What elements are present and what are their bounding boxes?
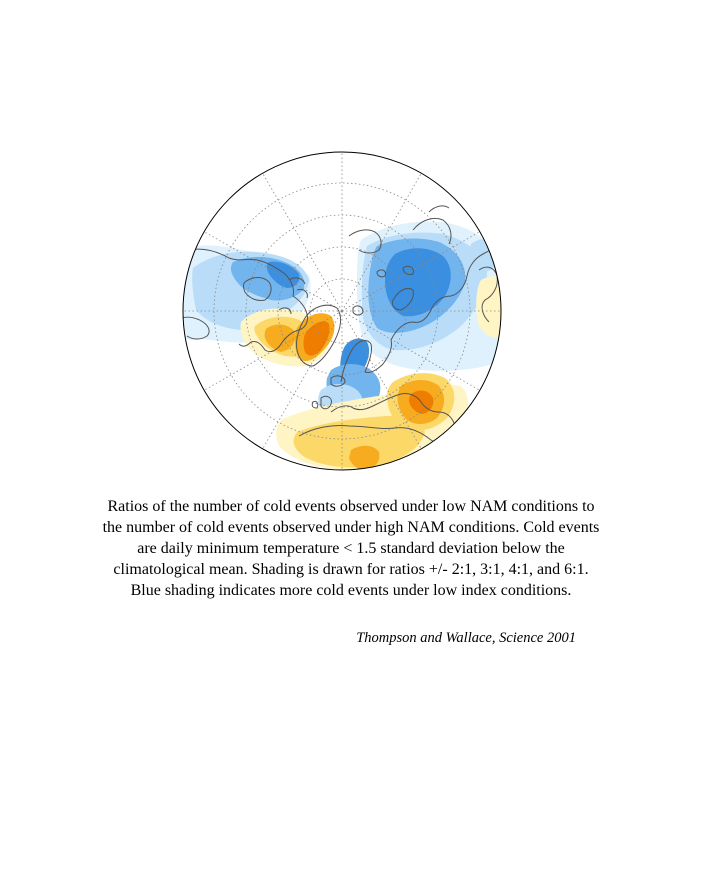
figure-citation: Thompson and Wallace, Science 2001 [356,630,576,646]
polar-stereographic-map [181,150,503,472]
map-svg [181,150,503,472]
figure-caption: Ratios of the number of cold events observed under low NAM conditions to the number of cold events observed under high NAM conditions. Cold events are daily minimum temperature < 1.5 standard deviation below the climatological mean. Shading is drawn for ratios +/- 2:1, 3:1, 4:1, and 6:1. Blue shading indicates more cold events under low index conditions. [102,498,600,599]
